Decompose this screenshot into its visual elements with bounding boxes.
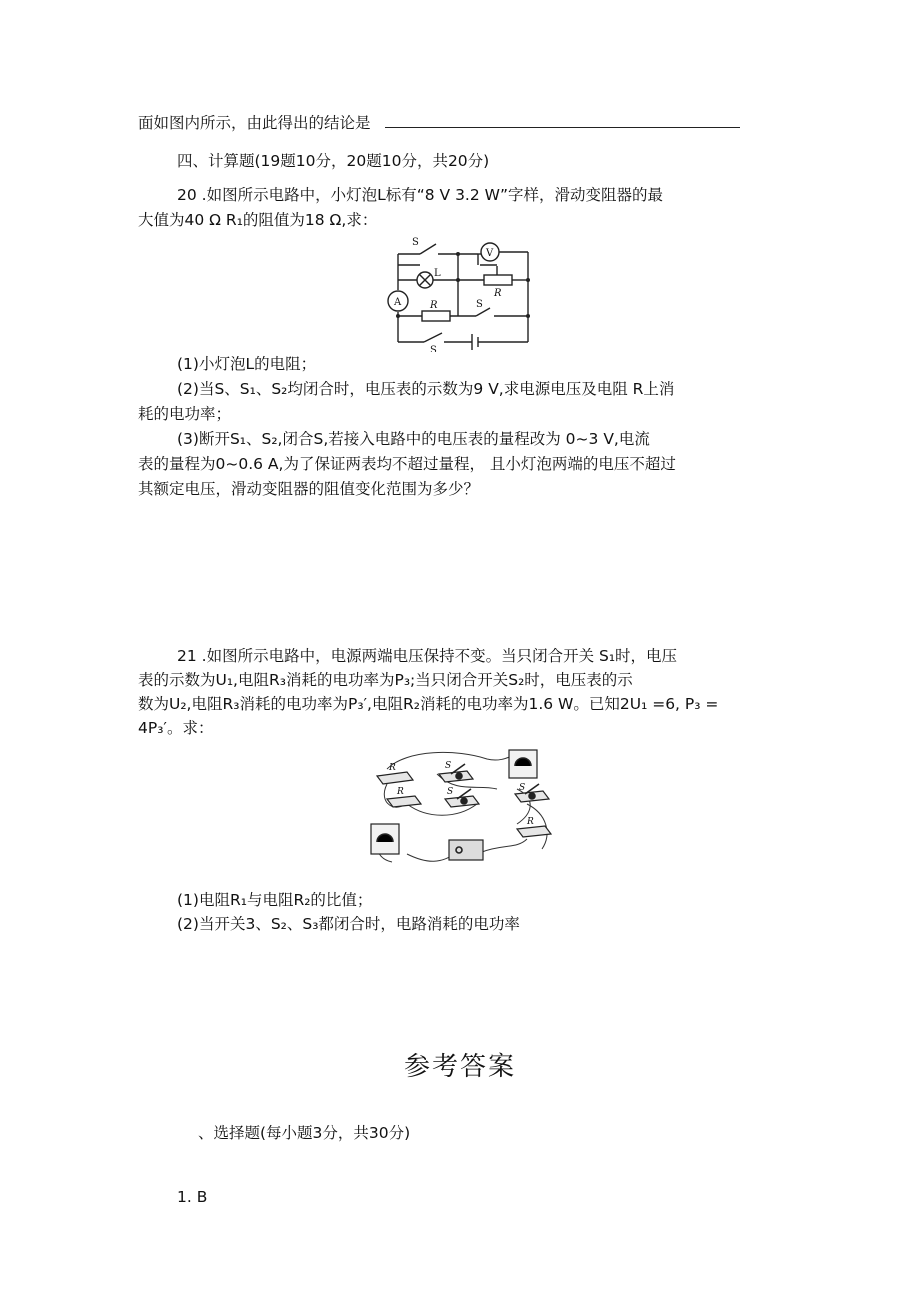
q20-label-r1: R (430, 300, 438, 311)
q20-label-r2: R (494, 288, 502, 299)
q21-apparatus-diagram (367, 744, 557, 874)
q20-line-1: 20 .如图所示电路中，小灯泡L标有“8 V 3.2 W”字样，滑动变阻器的最 (177, 186, 663, 204)
top-line-text: 面如图内所示，由此得出的结论是 (138, 114, 371, 132)
top-line (138, 112, 740, 134)
q20-label-s1: S (412, 237, 419, 248)
q20-part-3-line-2: 表的量程为0~0.6 A,为了保证两表均不超过量程， 且小灯泡两端的电压不超过 (138, 455, 676, 473)
q21-part-1: (1)电阻R₁与电阻R₂的比值； (177, 891, 373, 909)
q21-label-r2: R (397, 787, 404, 797)
q20-label-l: L (434, 268, 441, 279)
answers-title: 参考答案 (403, 1052, 516, 1082)
q21-line-3: 数为U₂,电阻R₃消耗的电功率为P₃′,电阻R₂消耗的电功率为1.6 W。已知2U₁ =6, P₃ = (138, 695, 719, 713)
q20-line-2: 大值为40 Ω R₁的阻值为18 Ω,求： (138, 211, 378, 229)
q20-label-a: A (394, 297, 402, 308)
q20-part-3-line-3: 其额定电压，滑动变阻器的阻值变化范围为多少？ (138, 480, 480, 498)
q21-line-2: 表的示数为U₁,电阻R₃消耗的电功率为P₃;当只闭合开关S₂时，电压表的示 (138, 671, 633, 689)
q20-label-s: S (430, 345, 437, 352)
q20-label-v: V (486, 248, 494, 259)
answer-1: 1. B (177, 1188, 208, 1206)
q20-part-3-line-1: (3)断开S₁、S₂,闭合S,若接入电路中的电压表的量程改为 0~3 V,电流 (177, 430, 650, 448)
q20-circuit-diagram (384, 232, 534, 352)
q20-part-2-line-1: (2)当S、S₁、S₂均闭合时，电压表的示数为9 V,求电源电压及电阻 R上消 (177, 380, 675, 398)
q21-label-s3: S (519, 783, 526, 793)
q21-label-s2: S (447, 787, 454, 797)
q21-label-s1: S (445, 761, 452, 771)
q21-line-4: 4P₃′。求： (138, 719, 214, 737)
q20-label-s2: S (476, 299, 483, 310)
section-1-heading: 、选择题(每小题3分，共30分) (198, 1124, 411, 1142)
q21-label-r1: R (389, 763, 396, 773)
q21-label-r3: R (527, 817, 534, 827)
q21-line-1: 21 .如图所示电路中，电源两端电压保持不变。当只闭合开关 S₁时，电压 (177, 647, 678, 665)
q20-part-1: (1)小灯泡L的电阻； (177, 355, 317, 373)
q21-part-2: (2)当开关3、S₂、S₃都闭合时，电路消耗的电功率 (177, 915, 520, 933)
answer-blank (385, 113, 740, 128)
q20-part-2-line-2: 耗的电功率； (138, 405, 232, 423)
section-4-heading: 四、计算题(19题10分，20题10分，共20分) (177, 152, 490, 170)
